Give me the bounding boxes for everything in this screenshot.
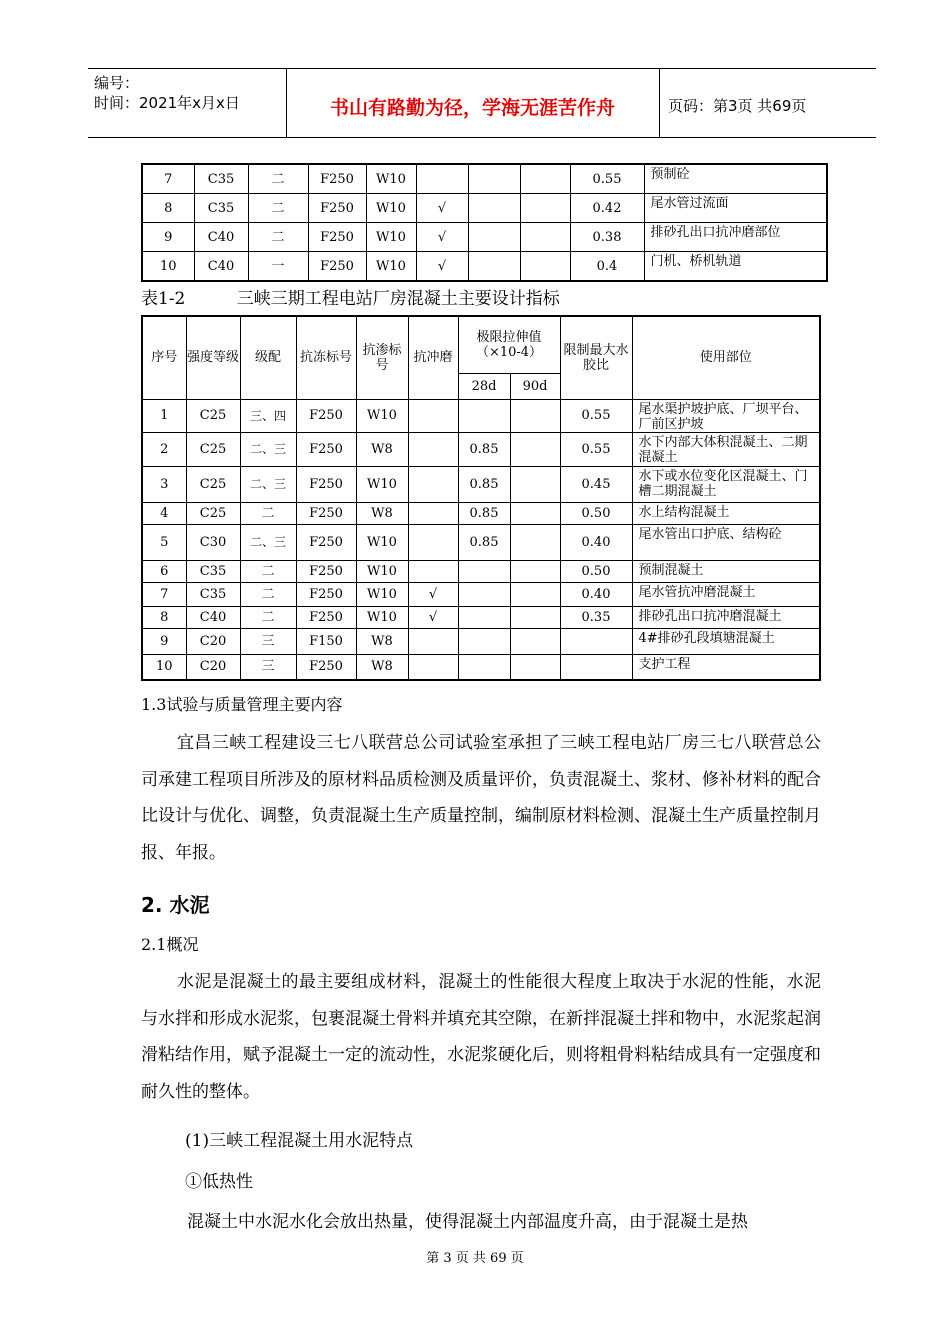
cell-d28 — [458, 399, 510, 432]
cell-d90 — [510, 399, 560, 432]
cell-d90 — [510, 654, 560, 680]
cell-d90 — [510, 628, 560, 654]
table-row — [142, 560, 820, 582]
header-use: 使用部位 — [632, 316, 820, 399]
cell-frost: F250 — [296, 399, 356, 432]
cell-grade: 二 — [240, 606, 296, 628]
cell-strength: C40 — [194, 223, 248, 252]
cell-grade: 二、三 — [240, 432, 296, 466]
cell-strength: C35 — [186, 560, 240, 582]
cell-d90 — [520, 194, 570, 223]
paragraph-continued: 混凝土中水泥水化会放出热量，使得混凝土内部温度升高，由于混凝土是热 — [187, 1212, 748, 1232]
cell-no: 1 — [142, 399, 186, 432]
cell-strength: C35 — [194, 194, 248, 223]
header-meta — [88, 69, 286, 137]
table-row — [142, 399, 820, 432]
cell-d90 — [510, 432, 560, 466]
cell-abrasion: √ — [416, 223, 468, 252]
table-row — [142, 466, 820, 502]
cell-use: 排砂孔出口抗冲磨部位 — [644, 223, 827, 252]
cell-wc: 0.45 — [560, 466, 632, 502]
cell-grade: 二、三 — [240, 466, 296, 502]
cell-abrasion — [408, 502, 458, 524]
table-row — [142, 194, 827, 223]
header-divider — [659, 69, 660, 137]
header-divider — [286, 69, 287, 137]
cell-d28 — [458, 628, 510, 654]
header-motto: 书山有路勤为径，学海无涯苦作舟 — [329, 97, 615, 119]
cell-d90 — [510, 524, 560, 560]
cell-use: 水下内部大体积混凝土、二期混凝土 — [632, 432, 820, 466]
table-1-2 — [141, 315, 821, 681]
cell-wc: 0.55 — [570, 164, 644, 194]
cell-wc: 0.35 — [560, 606, 632, 628]
cell-abrasion — [408, 524, 458, 560]
cell-grade: 二 — [248, 194, 308, 223]
cell-abrasion — [408, 560, 458, 582]
cell-d90 — [510, 606, 560, 628]
cell-use: 水下或水位变化区混凝土、门槽二期混凝土 — [632, 466, 820, 502]
cell-d28 — [458, 582, 510, 606]
cell-abrasion — [408, 399, 458, 432]
cell-no: 7 — [142, 582, 186, 606]
cell-no: 3 — [142, 466, 186, 502]
cell-wc: 0.55 — [560, 432, 632, 466]
section-1-3-title: 1.3试验与质量管理主要内容 — [141, 695, 343, 714]
cell-grade: 三、四 — [240, 399, 296, 432]
cell-d28: 0.85 — [458, 524, 510, 560]
cell-use: 4#排砂孔段填塘混凝土 — [632, 628, 820, 654]
cell-grade: 二 — [248, 223, 308, 252]
cell-abrasion: √ — [408, 582, 458, 606]
cell-perm: W10 — [356, 524, 408, 560]
cell-abrasion — [408, 628, 458, 654]
cell-frost: F250 — [296, 466, 356, 502]
cell-frost: F250 — [296, 524, 356, 560]
table-row — [142, 628, 820, 654]
header-90d: 90d — [510, 373, 560, 399]
table-row — [142, 223, 827, 252]
section-2-1-title: 2.1概况 — [141, 935, 199, 954]
cell-grade: 一 — [248, 252, 308, 282]
cell-use: 尾水管抗冲磨混凝土 — [632, 582, 820, 606]
cell-wc: 0.55 — [560, 399, 632, 432]
cell-d28 — [468, 223, 520, 252]
cell-d90 — [520, 164, 570, 194]
cell-perm: W8 — [356, 432, 408, 466]
cell-no: 4 — [142, 502, 186, 524]
cell-no: 10 — [142, 654, 186, 680]
cell-frost: F250 — [308, 194, 366, 223]
cell-d28 — [468, 252, 520, 282]
cell-perm: W8 — [356, 654, 408, 680]
cell-wc — [560, 628, 632, 654]
cell-strength: C20 — [186, 628, 240, 654]
header-grade: 级配 — [240, 316, 296, 399]
section-2-1-paragraph: 水泥是混凝土的最主要组成材料，混凝土的性能很大程度上取决于水泥的性能，水泥与水拌和形成水泥浆，包裹混凝土骨料并填充其空隙，在新拌混凝土拌和物中，水泥浆起润滑粘结作用，赋予混凝土一定的流动性，水泥浆硬化后，则将粗骨料粘结成具有一定强度和耐久性的整体。 — [141, 972, 821, 1102]
table-row — [142, 252, 827, 282]
cell-d28: 0.85 — [458, 432, 510, 466]
cell-perm: W10 — [366, 252, 416, 282]
cell-no: 2 — [142, 432, 186, 466]
table-row — [142, 164, 827, 194]
cell-strength: C40 — [194, 252, 248, 282]
header-wc: 限制最大水胶比 — [560, 316, 632, 399]
header-perm: 抗渗标号 — [356, 316, 408, 399]
header-page-label: 页码：第3页 共69页 — [668, 97, 807, 115]
caption-number: 表1-2 — [141, 289, 186, 309]
cell-abrasion — [408, 654, 458, 680]
cell-abrasion — [416, 164, 468, 194]
cell-no: 7 — [142, 164, 194, 194]
cell-d28 — [458, 654, 510, 680]
cell-use: 预制混凝土 — [632, 560, 820, 582]
cell-frost: F250 — [296, 560, 356, 582]
header-frost: 抗冻标号 — [296, 316, 356, 399]
cell-perm: W8 — [356, 628, 408, 654]
cell-use: 门机、桥机轨道 — [644, 252, 827, 282]
cell-grade: 三 — [240, 628, 296, 654]
cell-wc: 0.40 — [560, 524, 632, 560]
cell-use: 尾水渠护坡护底、厂坝平台、厂前区护坡 — [632, 399, 820, 432]
table-row — [142, 654, 820, 680]
header-28d: 28d — [458, 373, 510, 399]
time-label: 时间：2021年x月x日 — [94, 94, 240, 112]
cell-no: 6 — [142, 560, 186, 582]
cell-abrasion — [408, 466, 458, 502]
header-strength: 强度等级 — [186, 316, 240, 399]
section-2-heading: 2. 水泥 — [141, 893, 210, 917]
cell-use: 预制砼 — [644, 164, 827, 194]
cell-frost: F250 — [296, 432, 356, 466]
cell-wc: 0.50 — [560, 560, 632, 582]
table-row — [142, 432, 820, 466]
cell-d28 — [468, 164, 520, 194]
cell-perm: W10 — [356, 560, 408, 582]
cell-no: 9 — [142, 628, 186, 654]
cell-no: 10 — [142, 252, 194, 282]
cell-abrasion: √ — [416, 252, 468, 282]
cell-frost: F250 — [296, 654, 356, 680]
cell-grade: 二 — [248, 164, 308, 194]
cell-d28 — [458, 606, 510, 628]
cell-frost: F250 — [296, 502, 356, 524]
cell-strength: C20 — [186, 654, 240, 680]
cell-perm: W10 — [356, 582, 408, 606]
list-item-1-1: ①低热性 — [185, 1172, 253, 1192]
cell-grade: 二 — [240, 502, 296, 524]
cell-no: 5 — [142, 524, 186, 560]
cell-d90 — [510, 582, 560, 606]
cell-perm: W10 — [366, 164, 416, 194]
cell-grade: 二 — [240, 582, 296, 606]
cell-strength: C25 — [186, 432, 240, 466]
cell-frost: F250 — [296, 606, 356, 628]
cell-wc: 0.50 — [560, 502, 632, 524]
caption-title: 三峡三期工程电站厂房混凝土主要设计指标 — [236, 289, 560, 309]
cell-d28 — [458, 560, 510, 582]
cell-wc — [560, 654, 632, 680]
cell-use: 尾水管出口护底、结构砼 — [632, 524, 820, 560]
header-no: 序号 — [142, 316, 186, 399]
header-tensile: 极限拉伸值（×10-4） — [458, 316, 560, 373]
cell-d90 — [520, 252, 570, 282]
cell-no: 8 — [142, 194, 194, 223]
cell-wc: 0.40 — [560, 582, 632, 606]
cell-frost: F250 — [308, 164, 366, 194]
number-label: 编号： — [94, 74, 140, 92]
cell-use: 水上结构混凝土 — [632, 502, 820, 524]
table-caption — [141, 284, 560, 309]
cell-d90 — [520, 223, 570, 252]
cell-frost: F250 — [308, 252, 366, 282]
cell-strength: C25 — [186, 502, 240, 524]
table-row — [142, 524, 820, 560]
page-header — [88, 68, 876, 138]
cell-grade: 二 — [240, 560, 296, 582]
cell-perm: W10 — [356, 399, 408, 432]
table-1-1-continued — [141, 163, 828, 282]
cell-abrasion: √ — [408, 606, 458, 628]
cell-strength: C30 — [186, 524, 240, 560]
cell-grade: 二、三 — [240, 524, 296, 560]
cell-use: 支护工程 — [632, 654, 820, 680]
cell-perm: W10 — [356, 466, 408, 502]
header-abrasion: 抗冲磨 — [408, 316, 458, 399]
cell-perm: W8 — [356, 502, 408, 524]
cell-frost: F150 — [296, 628, 356, 654]
cell-d28: 0.85 — [458, 502, 510, 524]
cell-strength: C40 — [186, 606, 240, 628]
cell-perm: W10 — [366, 223, 416, 252]
table-row — [142, 502, 820, 524]
cell-perm: W10 — [366, 194, 416, 223]
cell-grade: 三 — [240, 654, 296, 680]
cell-no: 9 — [142, 223, 194, 252]
cell-wc: 0.38 — [570, 223, 644, 252]
page-footer: 第 3 页 共 69 页 — [426, 1251, 524, 1266]
cell-d90 — [510, 466, 560, 502]
cell-strength: C25 — [186, 466, 240, 502]
cell-frost: F250 — [296, 582, 356, 606]
cell-frost: F250 — [308, 223, 366, 252]
table-row — [142, 582, 820, 606]
cell-abrasion — [408, 432, 458, 466]
cell-wc: 0.42 — [570, 194, 644, 223]
cell-d90 — [510, 560, 560, 582]
table-row — [142, 606, 820, 628]
cell-strength: C25 — [186, 399, 240, 432]
cell-perm: W10 — [356, 606, 408, 628]
cell-strength: C35 — [194, 164, 248, 194]
cell-use: 排砂孔出口抗冲磨混凝土 — [632, 606, 820, 628]
cell-no: 8 — [142, 606, 186, 628]
cell-d28 — [468, 194, 520, 223]
cell-d28: 0.85 — [458, 466, 510, 502]
list-item-1: (1)三峡工程混凝土用水泥特点 — [185, 1131, 414, 1151]
cell-wc: 0.4 — [570, 252, 644, 282]
cell-abrasion: √ — [416, 194, 468, 223]
cell-use: 尾水管过流面 — [644, 194, 827, 223]
cell-d90 — [510, 502, 560, 524]
cell-strength: C35 — [186, 582, 240, 606]
section-1-3-paragraph: 宜昌三峡工程建设三七八联营总公司试验室承担了三峡工程电站厂房三七八联营总公司承建工程项目所涉及的原材料品质检测及质量评价，负责混凝土、浆材、修补材料的配合比设计与优化、调整，负责混凝土生产质量控制，编制原材料检测、混凝土生产质量控制月报、年报。 — [141, 733, 821, 863]
